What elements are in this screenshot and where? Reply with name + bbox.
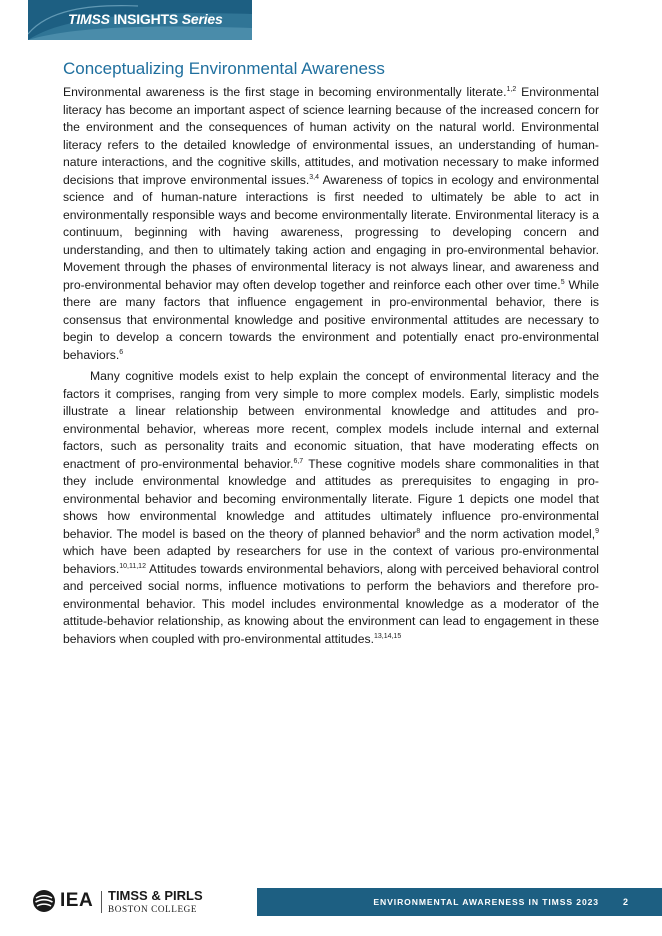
footer-logos [32, 887, 212, 917]
timss-pirls-logo-text: TIMSS & PIRLS [108, 888, 203, 903]
p2-sentence-2: These cognitive models share commonalities in that they include environmental knowledge and attitudes as prerequisites to engaging in pro-environmental behavior and becoming environmentally literate. Figure 1 depicts one model that shows how environmental knowledge and attitudes ultimately influence pro-environmental behavior. The model is based on the theory of planned behavior [63, 456, 600, 541]
p1-sentence-3: Awareness of topics in ecology and environmental science and of human-nature interactions is first needed to ultimately be able to act in environmentally responsible ways and become environmentally literate. Environmental literacy is a continuum, beginning with having awareness, progressing to developing concern and understanding, and then to ultimately taking action and engaging in pro-environmental behavior. Movement through the phases of environmental literacy is not always linear, and awareness and pro-environmental behavior may often develop together and reinforce each other over time. [63, 172, 599, 292]
footnote-ref: 13,14,15 [373, 632, 402, 640]
section-heading: Conceptualizing Environmental Awareness [63, 59, 385, 78]
body-paragraph-1 [63, 84, 599, 364]
footnote-ref: 8 [416, 527, 421, 535]
footnote-ref: 9 [595, 527, 600, 535]
footer-bar [257, 888, 662, 916]
series-title-insights: INSIGHTS [113, 11, 179, 27]
footnote-ref: 5 [560, 278, 565, 286]
iea-globe-icon [32, 889, 56, 913]
p2-sentence-5: Attitudes towards environmental behaviors, along with perceived behavioral control and perceived social norms, influence motivations to perform the behaviors and therefore pro-environmental behavior. This model includes environmental knowledge as a moderator of the attitude-behavior relationship, as knowing about the environment can lead to engagement in these behaviors when coupled with pro-environmental attitudes. [63, 561, 599, 646]
series-title-series: Series [181, 11, 223, 27]
series-title [68, 11, 223, 27]
p2-sentence-1: Many cognitive models exist to help explain the concept of environmental literacy and the factors it comprises, ranging from very simple to more complex models. Early, simplistic models illustrate a linear relationship between environmental knowledge and attitudes and pro-environmental behavior, whereas more recent, complex models include internal and external factors, such as personality traits and economic situation, that have moderating effects on enactment of pro-environmental behavior. [63, 369, 599, 471]
footnote-ref: 1,2 [506, 86, 517, 93]
series-title-timss: TIMSS [68, 11, 110, 27]
body-paragraph-2 [63, 368, 599, 648]
footnote-ref: 10,11,12 [119, 562, 146, 570]
footnote-ref: 6 [119, 348, 124, 356]
page-number: 2 [622, 897, 628, 907]
logo-divider [101, 891, 102, 913]
footnote-ref: 6,7 [293, 457, 304, 465]
p1-sentence-4: While there are many factors that influence engagement in pro-environmental behavior, there is consensus that environmental knowledge and positive environmental attitudes are necessary to begin to develop a concern towards the environment and potentially enact pro-environmental behaviors. [63, 277, 599, 362]
p2-sentence-4: which have been adapted by researchers for use in the context of various pro-environmental behaviors. [63, 544, 599, 576]
p1-sentence-1: Environmental awareness is the first stage in becoming environmentally literate. [63, 85, 507, 99]
series-banner [28, 0, 252, 40]
p2-sentence-3: and the norm activation model, [420, 526, 596, 541]
iea-logo-text: IEA [60, 890, 94, 911]
main-content [63, 58, 599, 652]
footnote-ref: 3,4 [309, 173, 319, 181]
footer-report-title: ENVIRONMENTAL AWARENESS IN TIMSS 2023 [373, 897, 599, 907]
boston-college-text: BOSTON COLLEGE [108, 904, 198, 914]
p1-sentence-2: Environmental literacy has become an important aspect of science learning because of the increased concern for the environment and the consequences of human activity on the natural world. Environmental literacy refers to the detailed knowledge of environmental issues, an understanding of human-nature interactions, and the cognitive skills, attitudes, and motivation necessary to make informed decisions that improve environmental issues. [63, 85, 599, 187]
